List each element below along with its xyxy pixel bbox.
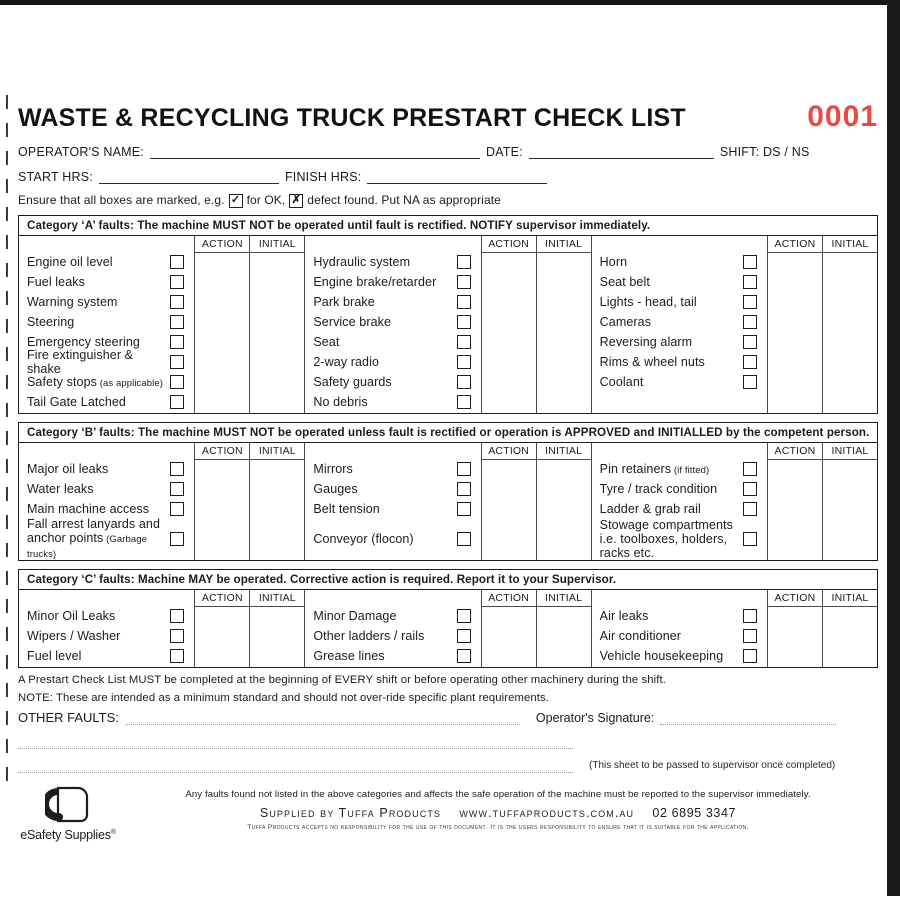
initial-column — [249, 236, 304, 413]
action-column — [767, 590, 822, 667]
items-header-spacer — [19, 236, 194, 252]
checkmark-icon: ✓ — [229, 194, 243, 208]
checklist-checkbox[interactable] — [170, 315, 184, 329]
checklist-row — [305, 352, 480, 372]
start-hrs-input[interactable] — [99, 171, 279, 184]
perforation-tick — [6, 431, 8, 445]
category-b-body — [19, 443, 877, 560]
checklist-row — [592, 252, 767, 272]
checklist-row — [592, 292, 767, 312]
action-entry-area[interactable] — [768, 460, 822, 560]
initial-entry-area[interactable] — [537, 607, 591, 667]
initial-entry-area[interactable] — [250, 460, 304, 560]
start-hrs-label: START HRS: — [18, 170, 93, 184]
checklist-row — [19, 606, 194, 626]
other-faults-input[interactable] — [125, 713, 520, 725]
shift-label[interactable]: SHIFT: DS / NS — [719, 145, 810, 159]
initial-column — [822, 236, 877, 413]
checklist-items — [19, 236, 194, 413]
checklist-item-label: Lights - head, tail — [599, 295, 697, 309]
action-entry-area[interactable] — [482, 460, 536, 560]
items-header-spacer — [305, 443, 480, 459]
perforation-tick — [6, 235, 8, 249]
checklist-items — [305, 590, 480, 667]
checklist-checkbox[interactable] — [743, 355, 757, 369]
date-label: DATE: — [485, 145, 523, 159]
checklist-item-label: Fall arrest lanyards and anchor points (Garbage trucks) — [27, 517, 161, 560]
supplier-website[interactable]: www.tuffaproducts.com.au — [459, 806, 635, 820]
prestart-note-1: A Prestart Check List MUST be completed at the beginning of EVERY shift or before operating other machinery during the shift. — [18, 674, 666, 686]
initial-column-header: INITIAL — [823, 443, 877, 460]
action-column — [194, 236, 249, 413]
checklist-row — [305, 392, 480, 412]
esafety-logo-icon — [45, 785, 91, 827]
checklist-row — [592, 499, 767, 519]
checklist-items — [19, 590, 194, 667]
initial-column-header: INITIAL — [823, 590, 877, 607]
perforation-tick — [6, 207, 8, 221]
category-c-heading: Category ‘C’ faults: Machine MAY be operated. Corrective action is required. Report it to your Supervisor. — [19, 570, 877, 590]
other-faults-line-3[interactable] — [18, 760, 573, 773]
checklist-item-label: Mirrors — [313, 462, 353, 476]
category-a-body — [19, 236, 877, 413]
checklist-item-label: Seat belt — [599, 275, 650, 289]
checklist-item-label: Warning system — [27, 295, 118, 309]
scan-bottom-band — [0, 896, 900, 900]
checklist-checkbox[interactable] — [457, 649, 471, 663]
items-header-spacer — [592, 590, 767, 606]
operator-name-label: OPERATOR'S NAME: — [18, 145, 144, 159]
checklist-checkbox[interactable] — [743, 649, 757, 663]
initial-entry-area[interactable] — [823, 253, 877, 413]
initial-entry-area[interactable] — [537, 253, 591, 413]
checklist-item-label: Emergency steering — [27, 335, 140, 349]
perforation-tick — [6, 655, 8, 669]
checklist-row — [19, 646, 194, 666]
checklist-item-label: Fuel level — [27, 649, 82, 663]
other-faults-row — [18, 710, 878, 725]
signature-block — [536, 711, 836, 725]
checklist-row — [592, 272, 767, 292]
checklist-item-label: No debris — [313, 395, 368, 409]
checklist-row — [592, 459, 767, 479]
items-header-spacer — [305, 590, 480, 606]
checklist-checkbox[interactable] — [743, 255, 757, 269]
checklist-item-label: Coolant — [599, 375, 644, 389]
fault-categories — [18, 215, 878, 668]
legal-disclaimer: Tuffa Products accepts no responsibility for the use of this document. It is the users responsibility to ensure that it is suitable for the application. — [247, 824, 749, 831]
checklist-row — [19, 519, 194, 559]
perforation-tick — [6, 487, 8, 501]
checklist-row — [592, 606, 767, 626]
checklist-checkbox[interactable] — [743, 609, 757, 623]
checklist-checkbox[interactable] — [170, 295, 184, 309]
checklist-checkbox[interactable] — [457, 395, 471, 409]
prestart-note-2: NOTE: These are intended as a minimum standard and should not over-ride specific plant requirements. — [18, 692, 549, 704]
footer-branding — [18, 785, 878, 842]
category-a-block — [18, 215, 878, 414]
perforation-tick — [6, 543, 8, 557]
supplier-phone[interactable]: 02 6895 3347 — [652, 806, 737, 820]
perforation-tick — [6, 571, 8, 585]
checklist-row — [592, 626, 767, 646]
checklist-checkbox[interactable] — [457, 609, 471, 623]
checklist-checkbox[interactable] — [170, 395, 184, 409]
checklist-item-label: Cameras — [599, 315, 652, 329]
initial-column-header: INITIAL — [250, 590, 304, 607]
date-input[interactable] — [529, 146, 714, 159]
items-header-spacer — [592, 443, 767, 459]
supplier-line — [118, 806, 878, 820]
action-column-header: ACTION — [195, 590, 249, 607]
action-column-header: ACTION — [482, 443, 536, 460]
supplied-by-text: Supplied by Tuffa Products — [259, 806, 442, 820]
action-column — [481, 590, 536, 667]
checklist-checkbox[interactable] — [170, 275, 184, 289]
checklist-item-label: Rims & wheel nuts — [599, 355, 705, 369]
initial-column-header: INITIAL — [823, 236, 877, 253]
checklist-group — [19, 236, 304, 413]
perforation-tick — [6, 179, 8, 193]
checklist-checkbox[interactable] — [457, 315, 471, 329]
checklist-item-label: Service brake — [313, 315, 392, 329]
action-entry-area[interactable] — [482, 607, 536, 667]
perforation-tick — [6, 515, 8, 529]
action-entry-area[interactable] — [482, 253, 536, 413]
checklist-checkbox[interactable] — [170, 482, 184, 496]
initial-column — [536, 443, 591, 560]
checklist-checkbox[interactable] — [170, 462, 184, 476]
checklist-item-label: Other ladders / rails — [313, 629, 425, 643]
initial-column — [822, 590, 877, 667]
checklist-item-label: Hydraulic system — [313, 255, 411, 269]
checklist-checkbox[interactable] — [457, 355, 471, 369]
checklist-row — [305, 459, 480, 479]
action-column — [194, 590, 249, 667]
checklist-item-label: Stowage compartments i.e. toolboxes, holders, racks etc. — [599, 518, 733, 560]
perforation-tick — [6, 95, 8, 109]
checklist-row — [305, 606, 480, 626]
defect-text: defect found. Put NA as appropriate — [307, 193, 501, 207]
checklist-item-label: Tail Gate Latched — [27, 395, 126, 409]
unlisted-fault-note: Any faults found not listed in the above categories and affects the safe operation of the machine must be reported to the supervisor immediately. — [185, 789, 811, 800]
initial-column-header: INITIAL — [537, 443, 591, 460]
items-header-spacer — [19, 590, 194, 606]
checklist-item-label: Grease lines — [313, 649, 385, 663]
checklist-item-label: 2-way radio — [313, 355, 380, 369]
perforation-tick — [6, 711, 8, 725]
checklist-checkbox[interactable] — [457, 255, 471, 269]
finish-hrs-input[interactable] — [367, 171, 547, 184]
checklist-row — [592, 519, 767, 559]
footer-text-block — [118, 785, 878, 831]
action-column — [194, 443, 249, 560]
checklist-row — [305, 499, 480, 519]
checklist-row — [592, 312, 767, 332]
action-entry-area[interactable] — [768, 607, 822, 667]
perforation-tick — [6, 123, 8, 137]
checklist-row — [592, 646, 767, 666]
ok-text: for OK, — [246, 193, 286, 207]
checklist-checkbox[interactable] — [170, 532, 184, 546]
hours-row — [18, 170, 878, 184]
checklist-checkbox[interactable] — [457, 275, 471, 289]
action-column-header: ACTION — [768, 590, 822, 607]
initial-entry-area[interactable] — [823, 460, 877, 560]
action-entry-area[interactable] — [768, 253, 822, 413]
checklist-group — [591, 443, 877, 560]
checklist-checkbox[interactable] — [170, 255, 184, 269]
action-column-header: ACTION — [195, 443, 249, 460]
category-b-block — [18, 422, 878, 561]
form-page — [18, 100, 878, 842]
checklist-checkbox[interactable] — [170, 629, 184, 643]
checklist-item-label: Steering — [27, 315, 75, 329]
checklist-item-label: Park brake — [313, 295, 375, 309]
checklist-checkbox[interactable] — [743, 375, 757, 389]
checklist-item-label: Air leaks — [599, 609, 649, 623]
perforation-tick — [6, 683, 8, 697]
category-a-heading: Category ‘A’ faults: The machine MUST NOT be operated until fault is rectified. NOTIFY supervisor immediately. — [19, 216, 877, 236]
checklist-group — [591, 590, 877, 667]
checklist-row — [305, 626, 480, 646]
checklist-row — [19, 272, 194, 292]
action-column-header: ACTION — [195, 236, 249, 253]
checklist-item-label: Gauges — [313, 482, 358, 496]
checklist-checkbox[interactable] — [457, 482, 471, 496]
checklist-item-label: Fire extinguisher & shake — [27, 348, 134, 376]
checklist-row — [305, 646, 480, 666]
checklist-item-label: Reversing alarm — [599, 335, 693, 349]
checklist-group — [304, 590, 590, 667]
checklist-row — [19, 499, 194, 519]
initial-entry-area[interactable] — [250, 607, 304, 667]
checklist-checkbox[interactable] — [457, 295, 471, 309]
category-b-heading: Category ‘B’ faults: The machine MUST NOT be operated unless fault is rectified or operation is APPROVED and INITIALLED by the competent person. — [19, 423, 877, 443]
perforation-tick — [6, 767, 8, 781]
checklist-checkbox[interactable] — [743, 275, 757, 289]
initial-column-header: INITIAL — [537, 236, 591, 253]
checklist-item-note: (as applicable) — [97, 377, 164, 389]
items-header-spacer — [592, 236, 767, 252]
action-column-header: ACTION — [768, 236, 822, 253]
brand-logo — [18, 785, 118, 842]
cross-icon: ✗ — [289, 194, 303, 208]
action-column — [481, 443, 536, 560]
checklist-group — [19, 590, 304, 667]
checklist-checkbox[interactable] — [743, 629, 757, 643]
action-column-header: ACTION — [768, 443, 822, 460]
checklist-checkbox[interactable] — [170, 502, 184, 516]
signature-input[interactable] — [660, 713, 836, 725]
checklist-checkbox[interactable] — [170, 609, 184, 623]
initial-entry-area[interactable] — [823, 607, 877, 667]
checklist-items — [592, 236, 767, 413]
initial-column — [249, 443, 304, 560]
checklist-checkbox[interactable] — [457, 629, 471, 643]
items-header-spacer — [19, 443, 194, 459]
checklist-checkbox[interactable] — [743, 335, 757, 349]
action-column — [767, 236, 822, 413]
checklist-item-label: Engine brake/retarder — [313, 275, 437, 289]
row-spacer — [592, 392, 767, 412]
initial-column-header: INITIAL — [250, 236, 304, 253]
initial-column — [822, 443, 877, 560]
checklist-items — [305, 236, 480, 413]
checklist-group — [304, 443, 590, 560]
checklist-item-label: Conveyor (flocon) — [313, 532, 414, 546]
checklist-checkbox[interactable] — [743, 482, 757, 496]
brand-name-text: eSafety Supplies — [20, 828, 111, 842]
initial-column — [249, 590, 304, 667]
checklist-item-label: Tyre / track condition — [599, 482, 718, 496]
checklist-group — [304, 236, 590, 413]
checklist-row — [19, 459, 194, 479]
category-c-body — [19, 590, 877, 667]
registered-mark: ® — [110, 828, 116, 836]
checklist-item-label: Ladder & grab rail — [599, 502, 701, 516]
perforation-tick — [6, 347, 8, 361]
initial-column-header: INITIAL — [250, 443, 304, 460]
checklist-row — [592, 352, 767, 372]
checklist-item-label: Seat — [313, 335, 340, 349]
checklist-checkbox[interactable] — [170, 355, 184, 369]
checklist-row — [305, 252, 480, 272]
checklist-checkbox[interactable] — [743, 295, 757, 309]
category-c-block — [18, 569, 878, 668]
checklist-checkbox[interactable] — [457, 462, 471, 476]
perforation-tick — [6, 599, 8, 613]
perforation-tick — [6, 627, 8, 641]
checklist-checkbox[interactable] — [457, 375, 471, 389]
checklist-checkbox[interactable] — [457, 502, 471, 516]
checklist-row — [305, 312, 480, 332]
checklist-checkbox[interactable] — [743, 532, 757, 546]
perforation-tick — [6, 375, 8, 389]
checklist-row — [305, 272, 480, 292]
checklist-item-label: Safety guards — [313, 375, 392, 389]
checklist-item-label: Safety stops (as applicable) — [27, 374, 164, 389]
checklist-row — [19, 479, 194, 499]
checklist-row — [19, 348, 194, 376]
checklist-item-label: Minor Damage — [313, 609, 397, 623]
checklist-item-label: Wipers / Washer — [27, 629, 121, 643]
checklist-item-label: Main machine access — [27, 502, 150, 516]
page-title: WASTE & RECYCLING TRUCK PRESTART CHECK LIST — [18, 104, 686, 132]
instruction-prefix: Ensure that all boxes are marked, e.g. — [18, 193, 225, 207]
perforation-tick — [6, 319, 8, 333]
checklist-row — [305, 292, 480, 312]
scan-right-band — [887, 0, 900, 900]
finish-hrs-label: FINISH HRS: — [284, 170, 362, 184]
marking-instruction — [18, 193, 878, 207]
perforation-tick — [6, 403, 8, 417]
initial-entry-area[interactable] — [250, 253, 304, 413]
checklist-item-label: Vehicle housekeeping — [599, 649, 724, 663]
sheet-handover-note: (This sheet to be passed to supervisor once completed) — [589, 760, 836, 771]
checklist-row — [19, 312, 194, 332]
checklist-checkbox[interactable] — [457, 335, 471, 349]
checklist-item-label: Air conditioner — [599, 629, 682, 643]
checklist-row — [19, 626, 194, 646]
items-header-spacer — [305, 236, 480, 252]
checklist-item-label: Water leaks — [27, 482, 94, 496]
checklist-group — [19, 443, 304, 560]
checklist-checkbox[interactable] — [170, 375, 184, 389]
checklist-checkbox[interactable] — [743, 462, 757, 476]
checklist-row — [592, 372, 767, 392]
action-entry-area[interactable] — [195, 607, 249, 667]
signature-label: Operator's Signature: — [535, 711, 655, 725]
other-faults-label: OTHER FAULTS: — [18, 710, 119, 725]
initial-column-header: INITIAL — [537, 590, 591, 607]
checklist-checkbox[interactable] — [457, 532, 471, 546]
perforation-tick — [6, 263, 8, 277]
operator-name-input[interactable] — [150, 146, 480, 159]
perforation-tick — [6, 291, 8, 305]
checklist-items — [592, 443, 767, 560]
checklist-row — [305, 519, 480, 559]
checklist-item-label: Fuel leaks — [27, 275, 85, 289]
perforation-tick — [6, 151, 8, 165]
checklist-row — [19, 392, 194, 412]
brand-name — [18, 828, 118, 842]
checklist-item-label: Engine oil level — [27, 255, 113, 269]
action-column — [767, 443, 822, 560]
checklist-item-label: Belt tension — [313, 502, 380, 516]
checklist-item-label: Major oil leaks — [27, 462, 109, 476]
checklist-row — [19, 252, 194, 272]
checklist-items — [305, 443, 480, 560]
checklist-items — [19, 443, 194, 560]
checklist-row — [305, 372, 480, 392]
checklist-item-label: Minor Oil Leaks — [27, 609, 116, 623]
operator-date-shift-row — [18, 145, 878, 159]
checklist-row — [19, 372, 194, 392]
initial-entry-area[interactable] — [537, 460, 591, 560]
perforation-tick — [6, 739, 8, 753]
checklist-checkbox[interactable] — [170, 649, 184, 663]
checklist-row — [305, 332, 480, 352]
checklist-row — [592, 479, 767, 499]
action-entry-area[interactable] — [195, 460, 249, 560]
action-column-header: ACTION — [482, 590, 536, 607]
action-column — [481, 236, 536, 413]
serial-number: 0001 — [807, 100, 878, 133]
initial-column — [536, 236, 591, 413]
checklist-row — [592, 332, 767, 352]
checklist-items — [592, 590, 767, 667]
checklist-item-note: (if fitted) — [671, 464, 710, 476]
checklist-row — [305, 479, 480, 499]
checklist-checkbox[interactable] — [170, 335, 184, 349]
form-header — [18, 100, 878, 134]
perforation-tick — [6, 459, 8, 473]
checklist-group — [591, 236, 877, 413]
checklist-checkbox[interactable] — [743, 502, 757, 516]
checklist-item-label: Pin retainers (if fitted) — [599, 461, 710, 476]
checklist-item-label: Horn — [599, 255, 628, 269]
action-column-header: ACTION — [482, 236, 536, 253]
form-sheet — [0, 5, 887, 845]
other-faults-line-2[interactable] — [18, 736, 573, 749]
action-entry-area[interactable] — [195, 253, 249, 413]
initial-column — [536, 590, 591, 667]
checklist-item-note: (Garbage trucks) — [27, 534, 148, 560]
checklist-checkbox[interactable] — [743, 315, 757, 329]
checklist-row — [19, 292, 194, 312]
